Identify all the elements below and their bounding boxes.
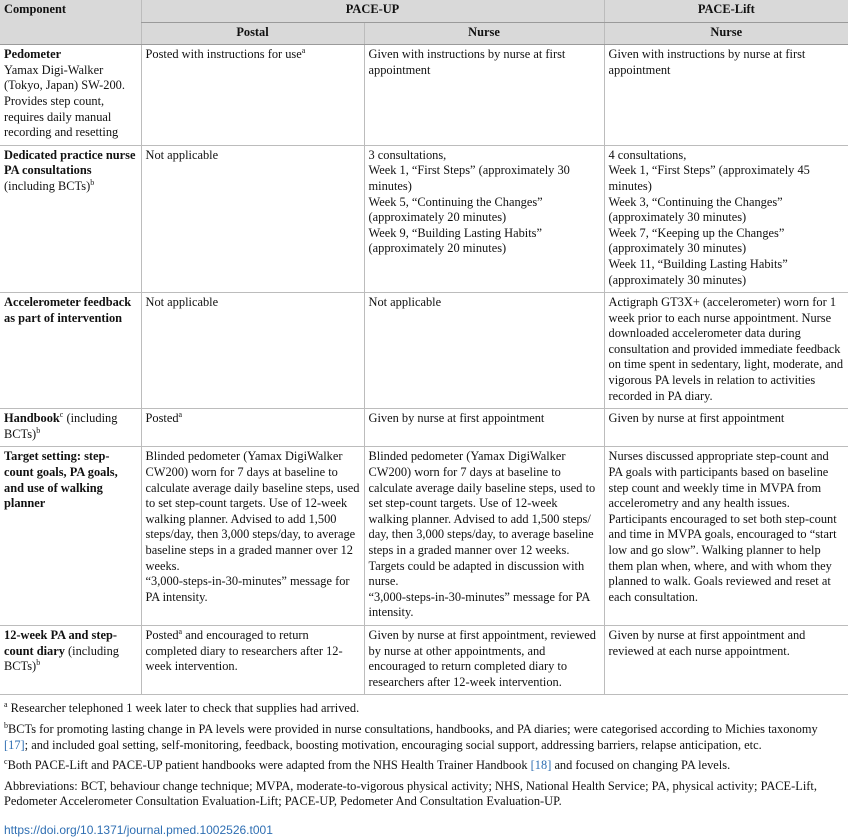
footnote-marker: a [178, 626, 183, 636]
header-component: Component [0, 0, 141, 45]
cell-text: Week 1, “First Steps” (approximately 45 minutes) [608, 163, 810, 193]
cell-text: Not applicable [145, 295, 219, 310]
footnote-marker: b [36, 425, 41, 435]
cell-postal [141, 45, 364, 146]
footnote-text: BCTs for promoting lasting change in PA levels were provided in nurse consultations, handbooks, and PA diaries; were categorised according to Michies taxonomy [8, 721, 818, 736]
row-title-detail: Yamax Digi-Walker (Tokyo, Japan) SW-200. Provides step count, requires daily manual recording and resetting [4, 62, 125, 140]
row-component [0, 625, 141, 694]
cell-text: Posted with instructions for use [145, 47, 302, 62]
row-title: Dedicated practice nurse PA consultations [4, 147, 136, 178]
cell-text: Week 5, “Continuing the Changes” (approximately 20 minutes) [368, 194, 543, 225]
footnote-marker: a [178, 410, 183, 420]
table-row [0, 293, 848, 409]
cell-text: Week 9, “Building Lasting Habits” (approximately 20 minutes) [368, 225, 542, 256]
cell-text: “3,000-steps-in-30-minutes” message for PA intensity. [368, 589, 590, 620]
header-nurse-up: Nurse [364, 22, 604, 45]
footnote-marker: a [4, 700, 8, 710]
abbreviations: Abbreviations: BCT, behaviour change technique; MVPA, moderate-to-vigorous physical activity; NHS, National Health Service; PA, physical activity; PACE-Lift, Pedometer Accelerometer Consultation Evaluation-Lift; PACE-UP, Pedometer And Consultation Evaluation-UP. [4, 778, 817, 809]
cell-text: Not applicable [368, 295, 442, 310]
cell-nurse-lift [604, 145, 848, 292]
row-title-detail: (including BCTs) [4, 643, 119, 674]
reference-link[interactable]: [18] [530, 758, 552, 773]
table-row [0, 45, 848, 146]
cell-nurse-up [364, 447, 604, 626]
reference-link[interactable]: [17] [4, 737, 25, 752]
row-component [0, 447, 141, 626]
row-component [0, 45, 141, 146]
cell-text: Given with instructions by nurse at first appointment [368, 47, 566, 77]
footnote-marker: c [4, 757, 8, 766]
cell-text: Week 7, “Keeping up the Changes” (approximately 30 minutes) [608, 225, 785, 256]
cell-text: Given by nurse at first appointment and reviewed at each nurse appointment. [608, 627, 806, 658]
row-component [0, 409, 141, 447]
cell-nurse-up [364, 145, 604, 292]
footnote-marker: b [90, 177, 95, 187]
table-row [0, 447, 848, 626]
cell-text: Week 1, “First Steps” (approximately 30 minutes) [368, 163, 570, 193]
cell-text: Actigraph GT3X+ (accelerometer) worn for 1 week prior to each nurse appointment. Nurse downloaded accelerometer data during consultation and provided immediate feedback on time spent in sedentary, light, moderate, and vigorous PA levels in relation to activities recorded in PA diary. [608, 295, 844, 403]
row-title: Target setting: step-count goals, PA goals, and use of walking planner [4, 449, 118, 511]
cell-nurse-up [364, 625, 604, 694]
cell-postal [141, 447, 364, 626]
cell-text: 4 consultations, [608, 147, 687, 162]
row-title-detail: (including BCTs) [4, 411, 118, 441]
cell-nurse-up [364, 293, 604, 409]
cell-text: Nurses discussed appropriate step-count and PA goals with participants based on baseline step count and weekly time in MVPA from accelerometry and any health issues. Participants encouraged to set both step-count and time in MVPA goals, encouraged to “start low and go slow”. Walking planner to help them plan when, where, and with whom they planned to walk. Goals reviewed and reset at each consultation. [608, 449, 837, 604]
footnote-text: and focused on changing PA levels. [554, 758, 731, 773]
footnote-text: Both PACE-Lift and PACE-UP patient handbooks were adapted from the NHS Health Trainer Handbook [7, 758, 528, 773]
cell-text: 3 consultations, [368, 147, 447, 162]
cell-nurse-lift [604, 447, 848, 626]
row-title: Accelerometer feedback as part of intervention [4, 295, 132, 325]
footnote-text: Researcher telephoned 1 week later to check that supplies had arrived. [10, 701, 360, 716]
cell-text: Blinded pedometer (Yamax DigiWalker CW200) worn for 7 days at baseline to calculate average daily baseline steps, used to set step-count targets. Use of 12-week walking planner. Advised to add 1,500 steps/ day, then 3,000 steps/day, to average baseline steps in a graded manner over 12 weeks. Targets could be adapted in discussion with nurse. [368, 449, 596, 589]
doi-link[interactable]: https://doi.org/10.1371/journal.pmed.1002526.t001 [4, 822, 273, 837]
footnote-marker: b [36, 658, 41, 668]
cell-postal [141, 409, 364, 447]
cell-text: Posted [145, 411, 179, 426]
footnote-marker: b [4, 720, 8, 730]
header-postal: Postal [141, 22, 364, 45]
table-row [0, 625, 848, 694]
cell-text: Blinded pedometer (Yamax DigiWalker CW200) worn for 7 days at baseline to calculate average daily baseline steps, used to set step-count targets. Use of 12-week walking planner. Advised to add 1,500 steps/day, then 3,000 steps/day, to average baseline steps in a graded manner over 12 weeks. [145, 449, 360, 573]
cell-postal [141, 293, 364, 409]
cell-text: Given by nurse at first appointment [608, 411, 785, 426]
row-title: 12-week PA and step-count diary [4, 627, 118, 658]
row-component [0, 145, 141, 292]
cell-nurse-up [364, 409, 604, 447]
table-row [0, 409, 848, 447]
header-pace-up: PACE-UP [141, 0, 604, 22]
footnote-b [4, 722, 844, 753]
cell-text: Given with instructions by nurse at first appointment [608, 47, 806, 77]
cell-text: Posted [145, 627, 179, 642]
cell-text: “3,000-steps-in-30-minutes” message for PA intensity. [145, 574, 350, 604]
cell-nurse-lift [604, 625, 848, 694]
cell-text: Given by nurse at first appointment [368, 411, 545, 426]
cell-postal [141, 145, 364, 292]
cell-text: and encouraged to return completed diary to researchers after 12-week intervention. [145, 627, 343, 674]
footnote-marker: c [59, 410, 64, 420]
row-title: Handbook [4, 411, 60, 426]
table-row [0, 145, 848, 292]
cell-text: Not applicable [145, 147, 219, 162]
header-pace-lift: PACE-Lift [604, 0, 848, 22]
cell-text: Given by nurse at first appointment, reviewed by nurse at other appointments, and encouraged to return completed diary to researchers after 12-week intervention. [368, 627, 596, 689]
footnote-c [4, 758, 844, 774]
table-footnotes [0, 695, 848, 810]
row-component [0, 293, 141, 409]
cell-nurse-lift [604, 409, 848, 447]
cell-nurse-lift [604, 45, 848, 146]
row-title-detail: (including BCTs) [4, 178, 91, 193]
cell-nurse-lift [604, 293, 848, 409]
cell-nurse-up [364, 45, 604, 146]
footnote-a [4, 701, 844, 717]
cell-text: Week 3, “Continuing the Changes” (approximately 30 minutes) [608, 194, 783, 225]
cell-postal [141, 625, 364, 694]
row-title: Pedometer [4, 47, 62, 62]
footnote-marker: a [301, 46, 306, 56]
footnote-text: ; and included goal setting, self-monitoring, feedback, boosting motivation, encouraging social support, addressing barriers, relapse anticipation, etc. [24, 737, 762, 752]
cell-text: Week 11, “Building Lasting Habits” (approximately 30 minutes) [608, 256, 788, 287]
header-nurse-lift: Nurse [604, 22, 848, 45]
